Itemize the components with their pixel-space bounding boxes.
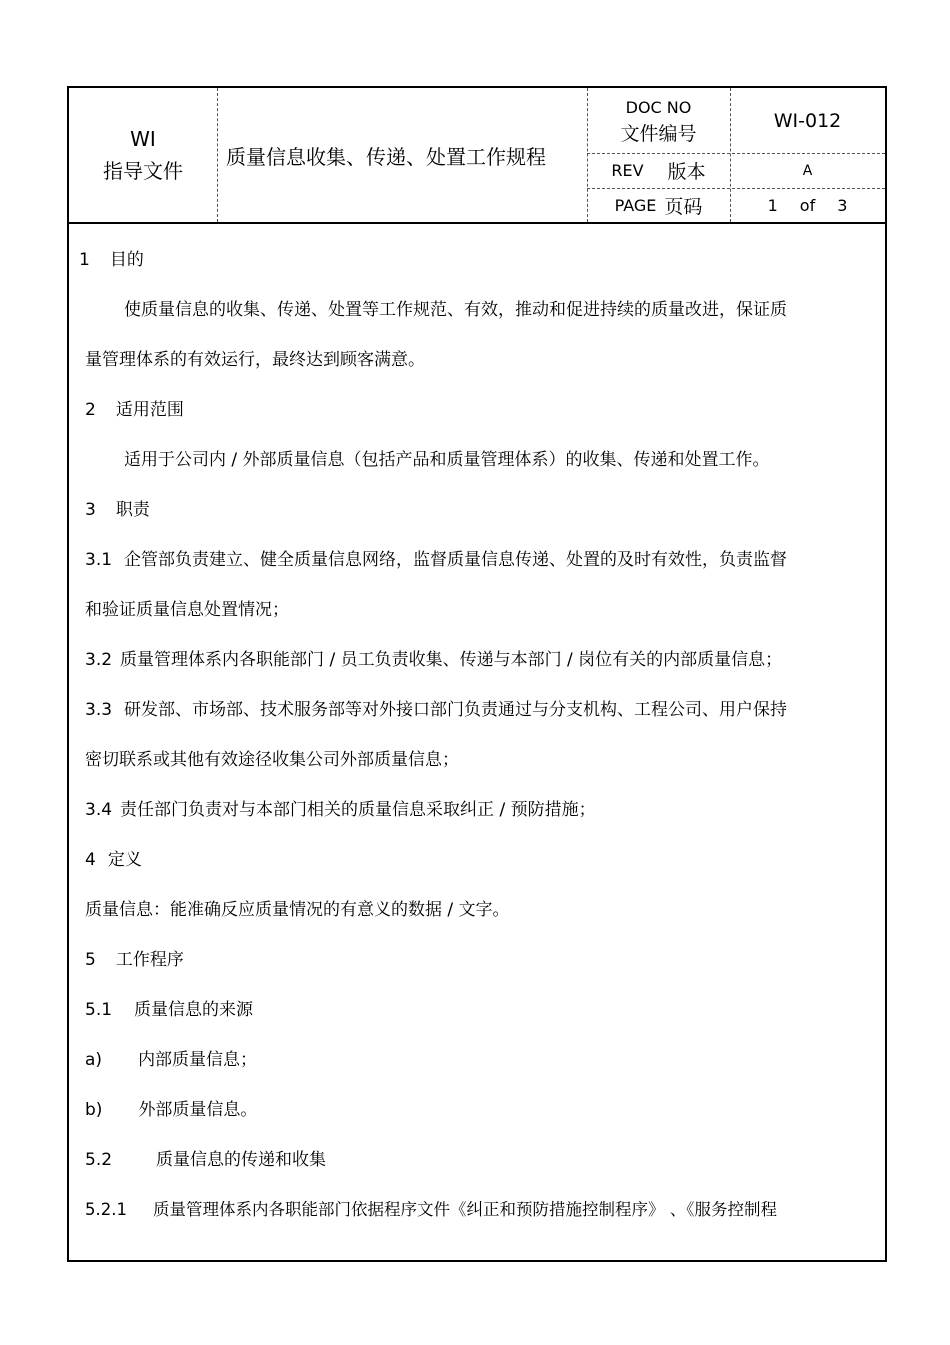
clause-number: 3.2	[85, 650, 113, 670]
doc-no-label-cell	[587, 88, 730, 153]
clause-text: 责任部门负责对与本部门相关的质量信息采取纠正 / 预防措施；	[120, 800, 596, 820]
doc-type-code: WI	[130, 127, 156, 151]
paragraph: 密切联系或其他有效途径收集公司外部质量信息；	[85, 750, 459, 770]
clause-3-1	[85, 550, 787, 570]
clause-3-2	[85, 650, 782, 670]
list-item	[85, 1050, 257, 1070]
page-label-en: PAGE	[614, 195, 657, 215]
page-current: 1	[767, 195, 778, 215]
rev-label-cell	[587, 153, 730, 188]
document-header	[69, 88, 885, 224]
page-label-cell	[587, 188, 730, 222]
paragraph: 适用于公司内 / 外部质量信息（包括产品和质量管理体系）的收集、传递和处置工作。	[124, 450, 770, 470]
clause-number: 5.1	[85, 1000, 113, 1020]
paragraph: 使质量信息的收集、传递、处置等工作规范、有效，推动和促进持续的质量改进，保证质	[124, 300, 787, 320]
section-title: 目的	[109, 250, 144, 270]
page-label-cn: 页码	[664, 195, 703, 218]
list-item	[85, 1100, 257, 1120]
section-title: 定义	[107, 850, 142, 870]
paragraph: 量管理体系的有效运行，最终达到顾客满意。	[85, 350, 425, 370]
clause-text: 研发部、市场部、技术服务部等对外接口部门负责通过与分支机构、工程公司、用户保持	[124, 700, 788, 720]
clause-text: 质量管理体系内各职能部门依据程序文件《纠正和预防措施控制程序》 、《服务控制程	[152, 1200, 777, 1219]
doc-type-cell	[69, 88, 217, 222]
clause-number: 3.1	[85, 550, 113, 570]
section-3-heading	[85, 500, 150, 520]
doc-title: 质量信息收集、传递、处置工作规程	[226, 144, 546, 169]
clause-5-2	[85, 1150, 326, 1170]
clause-5-2-1	[85, 1200, 777, 1220]
doc-no-value-cell	[730, 88, 885, 153]
section-4-heading	[85, 850, 142, 870]
section-title: 工作程序	[115, 950, 184, 970]
clause-number: 3.3	[85, 700, 113, 720]
rev-label-en: REV	[611, 161, 644, 180]
section-2-heading	[85, 400, 184, 420]
section-number: 2	[85, 400, 96, 420]
clause-text: 企管部负责建立、健全质量信息网络，监督质量信息传递、处置的及时有效性，负责监督	[124, 550, 788, 570]
section-title: 适用范围	[115, 400, 184, 420]
section-number: 1	[79, 250, 90, 270]
rev-value: A	[802, 162, 813, 179]
section-number: 4	[85, 850, 96, 870]
doc-title-cell	[217, 88, 587, 222]
doc-no-label-en: DOC NO	[625, 97, 692, 117]
paragraph: 质量信息：能准确反应质量情况的有意义的数据 / 文字。	[85, 900, 510, 920]
clause-3-4	[85, 800, 596, 820]
page-of: of	[799, 195, 816, 215]
doc-type-name: 指导文件	[103, 159, 183, 183]
clause-3-3	[85, 700, 787, 720]
clause-number: 5.2	[85, 1150, 113, 1170]
list-marker: a)	[85, 1050, 103, 1070]
list-marker: b)	[85, 1100, 103, 1120]
section-number: 3	[85, 500, 96, 520]
document-frame	[67, 86, 887, 1262]
section-5-heading	[85, 950, 184, 970]
rev-value-cell	[730, 153, 885, 188]
page-total: 3	[837, 195, 848, 215]
section-number: 5	[85, 950, 96, 970]
list-text: 外部质量信息。	[138, 1100, 258, 1120]
list-text: 内部质量信息；	[138, 1050, 258, 1070]
section-title: 职责	[115, 500, 150, 520]
section-1-heading	[79, 250, 144, 270]
doc-no-value: WI-012	[773, 109, 842, 132]
clause-text: 质量信息的传递和收集	[156, 1150, 327, 1170]
doc-no-label-cn: 文件编号	[620, 122, 697, 145]
clause-text: 质量管理体系内各职能部门 / 员工负责收集、传递与本部门 / 岗位有关的内部质量信息；	[120, 650, 783, 670]
clause-5-1	[85, 1000, 253, 1020]
clause-text: 质量信息的来源	[134, 1000, 254, 1020]
page-value-cell	[730, 188, 885, 222]
clause-number: 5.2.1	[85, 1200, 127, 1219]
clause-number: 3.4	[85, 800, 113, 820]
paragraph: 和验证质量信息处置情况；	[85, 600, 289, 620]
rev-label-cn: 版本	[667, 161, 706, 183]
